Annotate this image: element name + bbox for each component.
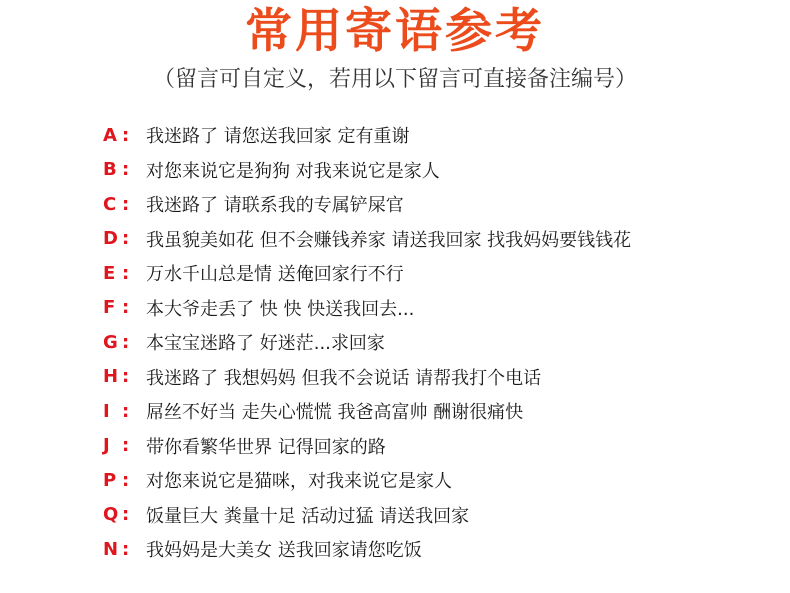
item-message: 饭量巨大 粪量十足 活动过猛 请送我回家 — [146, 505, 470, 527]
list-item — [0, 463, 790, 498]
list-item — [0, 325, 790, 360]
item-colon: : — [122, 193, 130, 215]
item-message: 对您来说它是猫咪，对我来说它是家人 — [146, 471, 452, 493]
message-list — [0, 118, 790, 567]
item-message: 我迷路了 请您送我回家 定有重谢 — [146, 126, 410, 148]
list-item — [0, 256, 790, 291]
list-item — [0, 291, 790, 326]
item-message: 我虽貌美如花 但不会赚钱养家 请送我回家 找我妈妈要钱钱花 — [146, 229, 632, 251]
item-code: Q — [103, 504, 119, 526]
list-item — [0, 187, 790, 222]
list-item — [0, 222, 790, 257]
item-colon: : — [122, 366, 130, 388]
item-message: 带你看繁华世界 记得回家的路 — [146, 436, 386, 458]
item-code: D — [103, 228, 118, 250]
item-code: P — [103, 469, 117, 491]
item-code: E — [103, 262, 116, 284]
item-message: 我迷路了 请联系我的专属铲屎官 — [146, 195, 404, 217]
item-message: 屌丝不好当 走失心慌慌 我爸高富帅 酬谢很痛快 — [146, 402, 524, 424]
item-message: 我迷路了 我想妈妈 但我不会说话 请帮我打个电话 — [146, 367, 542, 389]
page-title: 常用寄语参考 — [245, 4, 545, 59]
item-colon: : — [122, 331, 130, 353]
list-item — [0, 394, 790, 429]
item-colon: : — [122, 159, 130, 181]
item-colon: : — [122, 297, 130, 319]
item-code: C — [103, 193, 117, 215]
item-code: F — [103, 297, 116, 319]
list-item — [0, 118, 790, 153]
list-item — [0, 429, 790, 464]
item-code: B — [103, 159, 117, 181]
item-colon: : — [122, 400, 130, 422]
item-colon: : — [122, 124, 130, 146]
item-code: A — [103, 124, 117, 146]
item-message: 我妈妈是大美女 送我回家请您吃饭 — [146, 540, 422, 562]
item-colon: : — [122, 228, 130, 250]
item-colon: : — [122, 262, 130, 284]
list-item — [0, 498, 790, 533]
list-item — [0, 153, 790, 188]
item-code: N — [103, 538, 119, 560]
item-code: I — [103, 400, 110, 422]
item-message: 对您来说它是狗狗 对我来说它是家人 — [146, 160, 440, 182]
item-code: H — [103, 366, 119, 388]
item-colon: : — [122, 435, 130, 457]
item-colon: : — [122, 469, 130, 491]
item-colon: : — [122, 504, 130, 526]
item-code: J — [103, 435, 110, 457]
page-subtitle: （留言可自定义，若用以下留言可直接备注编号） — [152, 67, 637, 92]
item-message: 本大爷走丢了 快 快 快送我回去... — [146, 298, 415, 320]
item-colon: : — [122, 538, 130, 560]
item-message: 本宝宝迷路了 好迷茫...求回家 — [146, 333, 385, 355]
item-code: G — [103, 331, 118, 353]
list-item — [0, 532, 790, 567]
list-item — [0, 360, 790, 395]
item-message: 万水千山总是情 送俺回家行不行 — [146, 264, 404, 286]
